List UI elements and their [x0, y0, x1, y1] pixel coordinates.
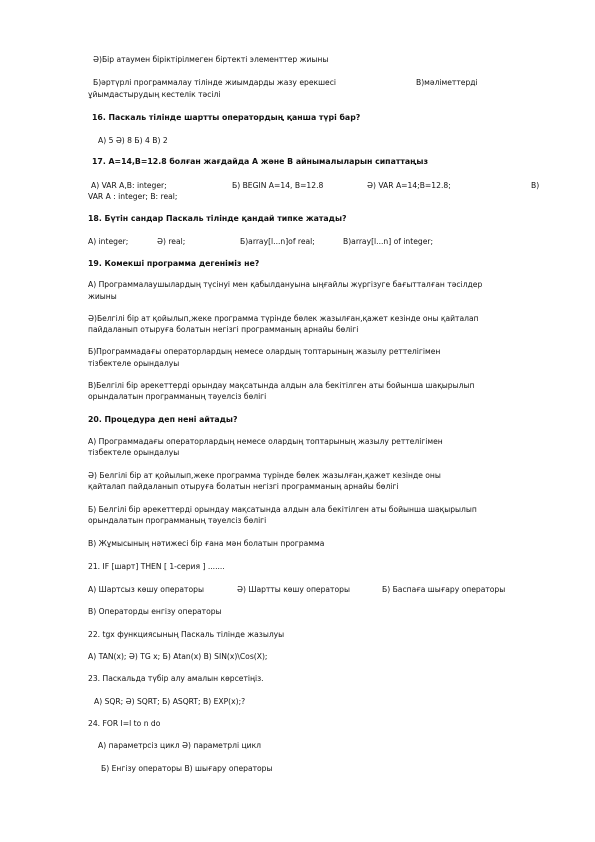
option-line: Ә)Белгілі бір ат қойылып,жеке программа түрінде бөлек жазылған,қажет кезінде оны қайталап: [88, 314, 479, 323]
option-line: пайдаланып отыруға болатын негізгі программаның арнайы бөлігі: [88, 325, 359, 334]
option-line: В)Белгілі бір әрекеттерді орындау мақсатында алдын ала бекітілген аты бойынша шақырылып: [88, 381, 475, 390]
option-line: орындалатын программаның тәуелсіз бөлігі: [88, 392, 267, 401]
question-16-options: А) 5 Ә) 8 Б) 4 В) 2: [98, 136, 168, 145]
question-23: 23. Паскальда түбір алу амалын көрсетіңіз.: [88, 674, 264, 683]
question-22-options: А) TAN(x); Ә) TG x; Б) Atan(x) В) SIN(x)\Cos(X);: [88, 652, 268, 661]
question-22: 22. tgx функциясының Паскаль тілінде жазылуы: [88, 630, 285, 639]
option-line: тізбектеле орындалуы: [88, 448, 180, 457]
option-line: орындалатын программаның тәуелсіз бөлігі: [88, 516, 267, 525]
option-line: Б)Программадағы операторлардың немесе олардың топтарының жазылу реттелігімен: [88, 347, 441, 356]
option-line: Ә)Бір атаумен біріктірілмеген біртекті элементтер жиыны: [93, 55, 329, 64]
option-line: А) Программалаушылардың түсінуі мен қабылдануына ыңғайлы жүргізуге бағытталған тәсілдер: [88, 280, 483, 289]
question-16: 16. Паскаль тілінде шартты оператордың қанша түрі бар?: [92, 113, 361, 122]
option-line: В) Жұмысының нәтижесі бір ғана мән болатын программа: [88, 539, 325, 548]
option-line: ұйымдастырудың кестелік тәсілі: [88, 90, 221, 99]
question-17: 17. A=14,B=12.8 болған жағдайда A және B айнымалыларын сипаттаңыз: [92, 157, 429, 166]
question-24: 24. FOR I=l to n do: [88, 719, 161, 728]
option-line: Б)array[l...n]of real;: [240, 237, 315, 246]
option-line: В) Операторды енгізу операторы: [88, 607, 222, 616]
option-line: Ә) Белгілі бір ат қойылып,жеке программа түрінде бөлек жазылған,қажет кезінде оны: [88, 471, 441, 480]
question-23-options: А) SQR; Ә) SQRT; Б) ASQRT; В) EXP(x);?: [94, 697, 246, 706]
option-line: Ә) Шартты көшу операторы: [237, 585, 350, 594]
option-line: В): [531, 181, 540, 190]
option-line: А) Шартсыз көшу операторы: [88, 585, 204, 594]
option-line: Б) Белгілі бір әрекеттерді орындау мақсатында алдын ала бекітілген аты бойынша шақырылып: [88, 505, 477, 514]
option-line: В)array[l...n] of integer;: [343, 237, 434, 246]
option-line: қайталап пайдаланып отыруға болатын негізгі программаның арнайы бөлігі: [88, 482, 399, 491]
question-20: 20. Процедура деп нені айтады?: [88, 415, 238, 424]
option-line: жиыны: [88, 292, 117, 301]
option-line: VAR A : integer; B: real;: [88, 192, 178, 201]
question-21: 21. IF [шарт] THEN [ 1-серия ] .......: [88, 562, 225, 571]
option-line: A) VAR A,B: integer;: [91, 181, 167, 190]
option-line: Б)әртүрлі программалау тілінде жиымдарды жазу ерекшесі: [93, 78, 336, 87]
option-line: Ә) real;: [157, 237, 186, 246]
question-19: 19. Комекші программа дегеніміз не?: [88, 259, 260, 268]
option-line: тізбектеле орындалуы: [88, 359, 180, 368]
option-line: Б) BEGIN A=14, B=12.8: [232, 181, 324, 190]
option-line: А) Программадағы операторлардың немесе олардың топтарының жазылу реттелігімен: [88, 437, 443, 446]
option-line: A) integer;: [88, 237, 129, 246]
option-line: В)мәліметтерді: [416, 78, 478, 87]
question-24-options: А) параметрсіз цикл Ә) параметрлі цикл: [98, 741, 262, 750]
question-24-options: Б) Енгізу операторы В) шығару операторы: [101, 764, 273, 773]
option-line: Ә) VAR A=14;B=12.8;: [367, 181, 451, 190]
question-18: 18. Бүтін сандар Паскаль тілінде қандай типке жатады?: [88, 214, 347, 223]
option-line: Б) Баспаға шығару операторы: [382, 585, 506, 594]
